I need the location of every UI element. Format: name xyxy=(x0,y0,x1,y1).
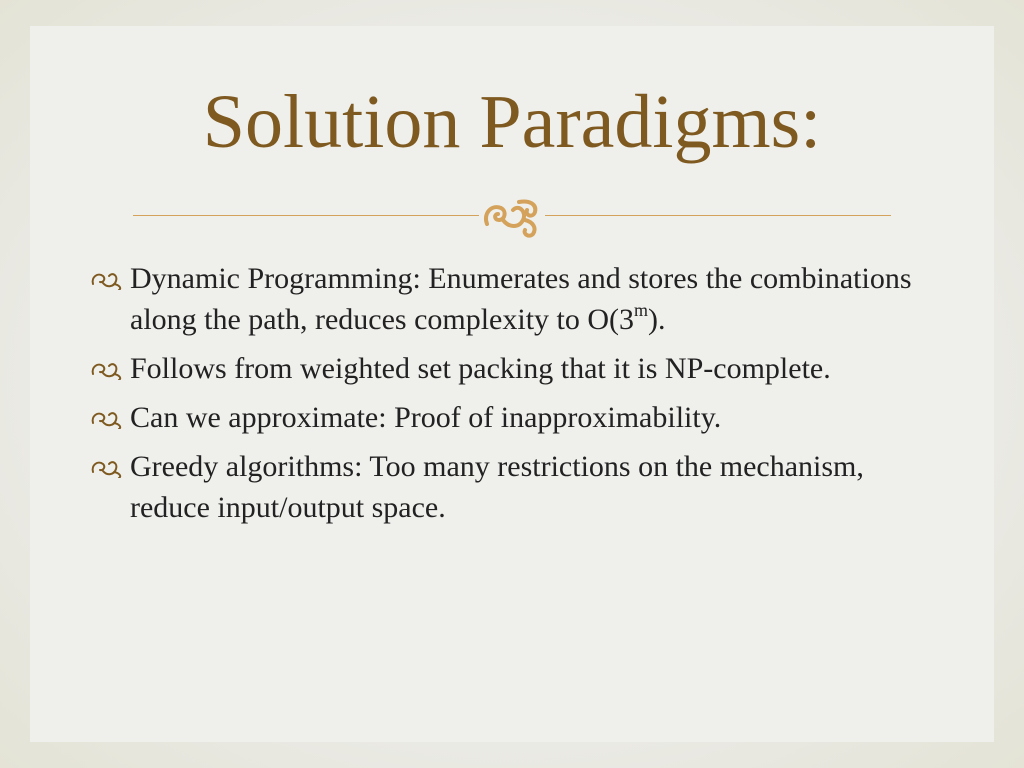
list-item xyxy=(90,258,930,340)
slide-title: Solution Paradigms: xyxy=(202,80,822,164)
bullet-superscript: m xyxy=(634,300,649,320)
scroll-ornament-icon xyxy=(90,268,124,290)
list-item xyxy=(90,397,930,438)
list-item xyxy=(90,348,930,389)
scroll-ornament-icon xyxy=(90,358,124,380)
title-divider-right xyxy=(545,215,891,216)
title-ornament-icon xyxy=(479,190,545,240)
bullet-text: Greedy algorithms: Too many restrictions on the mechanism, reduce input/output space. xyxy=(130,450,864,524)
bullet-text: Can we approximate: Proof of inapproximability. xyxy=(130,401,722,434)
title-divider-left xyxy=(133,215,479,216)
bullet-text: Follows from weighted set packing that it is NP-complete. xyxy=(130,352,831,385)
bullet-list xyxy=(90,258,930,536)
bullet-text: Dynamic Programming: Enumerates and stores the combinations along the path, reduces complexity to O(3 xyxy=(130,262,912,336)
list-item xyxy=(90,446,930,528)
bullet-text-end: ). xyxy=(648,303,666,336)
scroll-ornament-icon xyxy=(90,407,124,429)
scroll-ornament-icon xyxy=(90,456,124,478)
